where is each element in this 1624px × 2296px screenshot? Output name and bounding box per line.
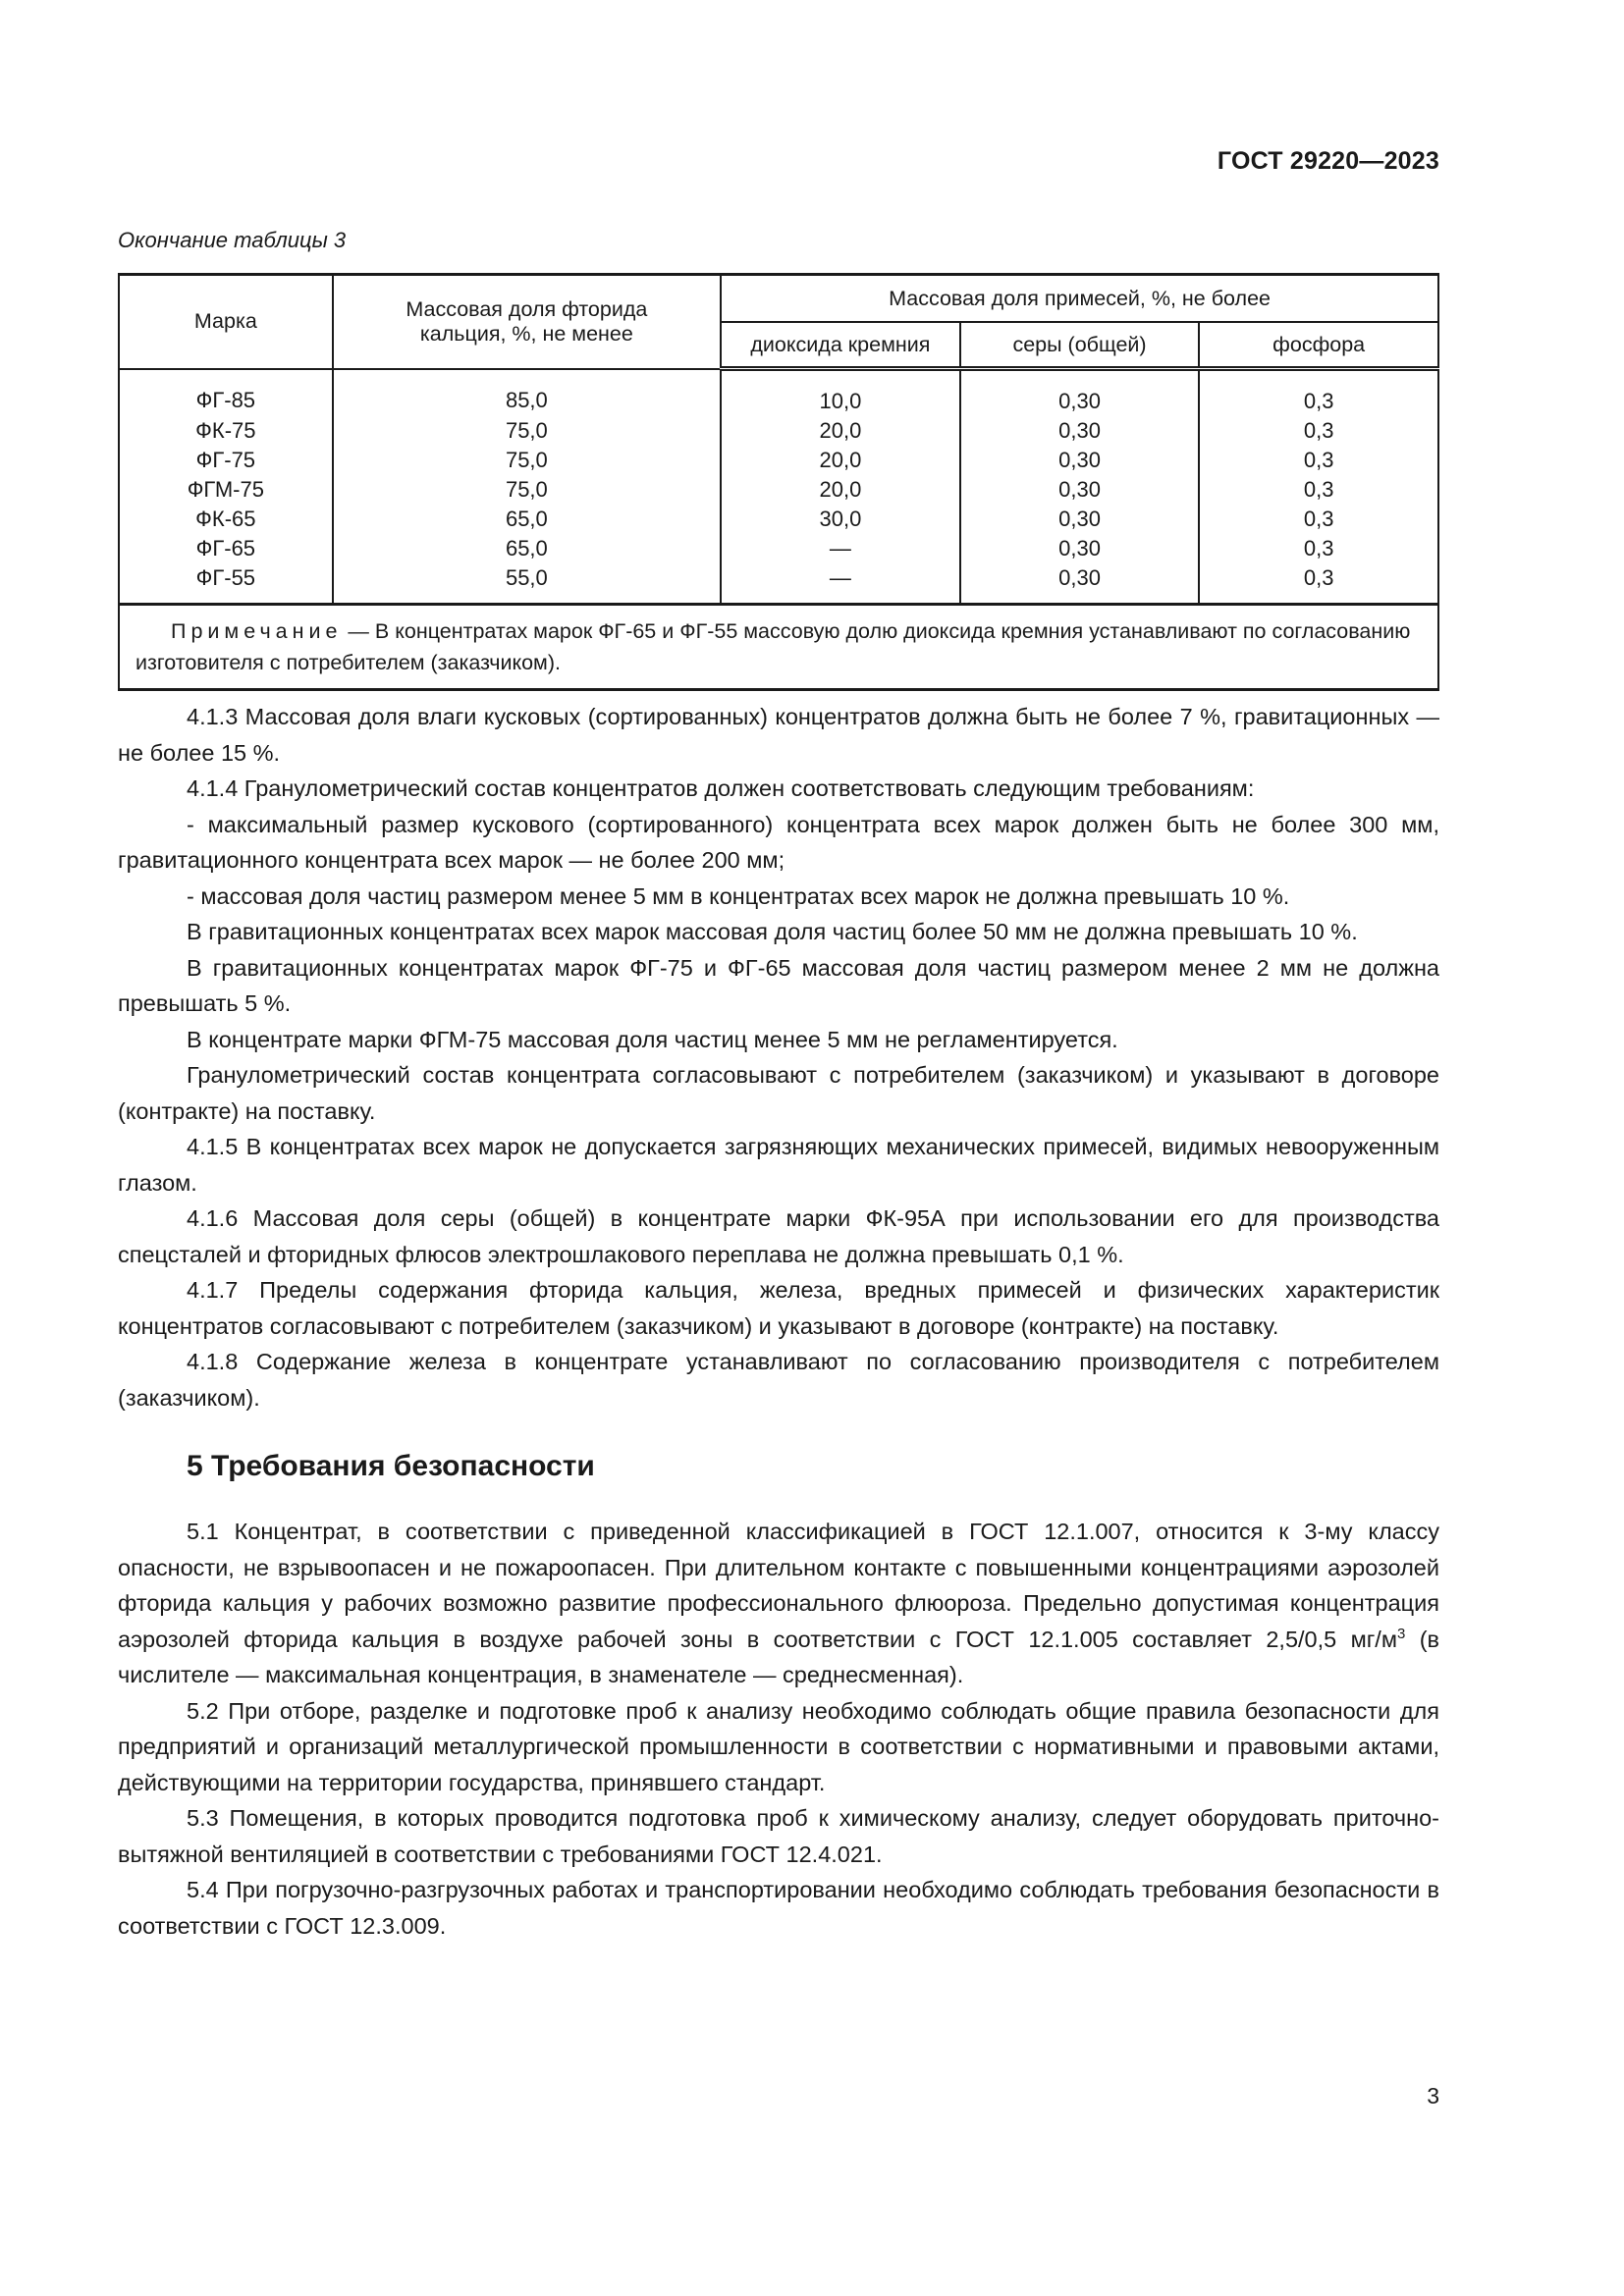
paragraph-4-1-3: 4.1.3 Массовая доля влаги кусковых (сортированных) концентратов должна быть не более 7 %, гравитационных — не более 15 %. [118,704,1439,766]
section-heading: 5 Требования безопасности [187,1450,595,1482]
paragraph-4-1-8: 4.1.8 Содержание железа в концентрате устанавливают по согласованию производителя с потребителем (заказчиком). [118,1349,1439,1411]
cell-phosphorus: 0,3 [1199,505,1438,534]
paragraph: В гравитационных концентратах марок ФГ-75 и ФГ-65 массовая доля частиц размером менее 2 мм не должна превышать 5 %. [118,954,1439,1016]
cell-phosphorus: 0,3 [1199,475,1438,505]
cell-caf2: 65,0 [333,534,721,563]
cell-sulfur: 0,30 [960,505,1200,534]
table-row [119,505,1438,534]
paragraph-4-1-6: 4.1.6 Массовая доля серы (общей) в концентрате марки ФК-95А при использовании его для производства спецсталей и фторидных флюсов электрошлакового переплава не должна превышать 0,1 %. [118,1205,1439,1267]
paragraph: В концентрате марки ФГМ-75 массовая доля частиц менее 5 мм не регламентируется. [187,1026,1118,1052]
cell-caf2: 75,0 [333,475,721,505]
cell-phosphorus: 0,3 [1199,369,1438,417]
cell-grade: ФГ-55 [119,563,333,605]
table-row [119,446,1438,475]
cell-grade: ФГ-85 [119,369,333,417]
cell-sulfur: 0,30 [960,416,1200,446]
cell-grade: ФК-75 [119,416,333,446]
cell-sio2: 20,0 [721,475,960,505]
cell-sio2: 20,0 [721,446,960,475]
cell-sio2: 20,0 [721,416,960,446]
table-row [119,475,1438,505]
table-row [119,416,1438,446]
superscript: 3 [1396,1625,1406,1642]
paragraph-4-1-7: 4.1.7 Пределы содержания фторида кальция, железа, вредных примесей и физических характеристик концентратов согласовывают с потребителем (заказчиком) и указывают в договоре (контракте) на поставку. [118,1277,1439,1339]
paragraph: Гранулометрический состав концентрата согласовывают с потребителем (заказчиком) и указывают в договоре (контракте) на поставку. [118,1062,1439,1124]
header-sio2: диоксида кремния [721,322,960,369]
cell-phosphorus: 0,3 [1199,534,1438,563]
cell-sulfur: 0,30 [960,446,1200,475]
cell-grade: ФГМ-75 [119,475,333,505]
cell-caf2: 55,0 [333,563,721,605]
header-impurities: Массовая доля примесей, %, не более [721,275,1438,323]
document-code: ГОСТ 29220—2023 [1217,147,1439,175]
cell-phosphorus: 0,3 [1199,416,1438,446]
cell-sio2: 30,0 [721,505,960,534]
header-grade: Марка [119,275,333,369]
table-caption: Окончание таблицы 3 [118,228,347,252]
header-caf2: Массовая доля фторида кальция, %, не менее [333,275,721,369]
page-number: 3 [1427,2083,1439,2109]
body-text [118,699,1439,1944]
list-item: - массовая доля частиц размером менее 5 мм в концентратах всех марок не должна превышать 10 %. [187,882,1290,909]
cell-caf2: 85,0 [333,369,721,417]
table-row [119,534,1438,563]
cell-sio2: — [721,534,960,563]
cell-caf2: 75,0 [333,416,721,446]
cell-phosphorus: 0,3 [1199,563,1438,605]
note-label: Примечание [171,619,343,643]
paragraph-4-1-5: 4.1.5 В концентратах всех марок не допускается загрязняющих механических примесей, видимых невооруженным глазом. [118,1134,1439,1196]
paragraph-5-1 [118,1514,1439,1693]
paragraph-5-2: 5.2 При отборе, разделке и подготовке проб к анализу необходимо соблюдать общие правила безопасности для предприятий и организаций металлургической промышленности в соответствии с нормативными и правовыми актами, действующими на территории государства, принявшего стандарт. [118,1697,1439,1795]
paragraph-5-3: 5.3 Помещения, в которых проводится подготовка проб к химическому анализу, следует оборудовать приточно-вытяжной вентиляцией в соответствии с требованиями ГОСТ 12.4.021. [118,1805,1439,1867]
table-note [119,605,1438,690]
cell-grade: ФГ-65 [119,534,333,563]
paragraph-4-1-4: 4.1.4 Гранулометрический состав концентратов должен соответствовать следующим требованиям: [187,775,1255,801]
paragraph-5-1-text-end: (в числителе — максимальная концентрация, в знаменателе — среднесменная). [118,1626,1439,1687]
paragraph-5-1-text: 5.1 Концентрат, в соответствии с приведенной классификацией в ГОСТ 12.1.007, относится к 3-му классу опасности, не взрывоопасен и не пожароопасен. При длительном контакте с повышенными концентрациями аэрозолей фторида кальция у рабочих возможно развитие профессионального флюороза. Предельно допустимая концентрация аэрозолей фторида кальция в воздухе рабочей зоны в соответствии с ГОСТ 12.1.005 составляет 2,5/0,5 мг/м [118,1519,1439,1652]
paragraph-5-4: 5.4 При погрузочно-разгрузочных работах и транспортировании необходимо соблюдать требования безопасности в соответствии с ГОСТ 12.3.009. [118,1877,1439,1939]
cell-sulfur: 0,30 [960,534,1200,563]
header-phosphorus: фосфора [1199,322,1438,369]
cell-sulfur: 0,30 [960,475,1200,505]
table-row [119,563,1438,605]
cell-phosphorus: 0,3 [1199,446,1438,475]
cell-grade: ФК-65 [119,505,333,534]
cell-sulfur: 0,30 [960,563,1200,605]
composition-table [118,273,1439,691]
paragraph: В гравитационных концентратах всех марок массовая доля частиц более 50 мм не должна превышать 10 %. [187,919,1358,944]
header-sulfur: серы (общей) [960,322,1200,369]
cell-sulfur: 0,30 [960,369,1200,417]
cell-sio2: — [721,563,960,605]
cell-caf2: 65,0 [333,505,721,534]
cell-caf2: 75,0 [333,446,721,475]
note-text: — В концентратах марок ФГ-65 и ФГ-55 массовую долю диоксида кремния устанавливают по согласованию изготовителя с потребителем (заказчиком). [135,619,1411,674]
cell-grade: ФГ-75 [119,446,333,475]
list-item: - максимальный размер кускового (сортированного) концентрата всех марок должен быть не более 300 мм, гравитационного концентрата всех марок — не более 200 мм; [118,811,1439,873]
table-row [119,369,1438,417]
cell-sio2: 10,0 [721,369,960,417]
